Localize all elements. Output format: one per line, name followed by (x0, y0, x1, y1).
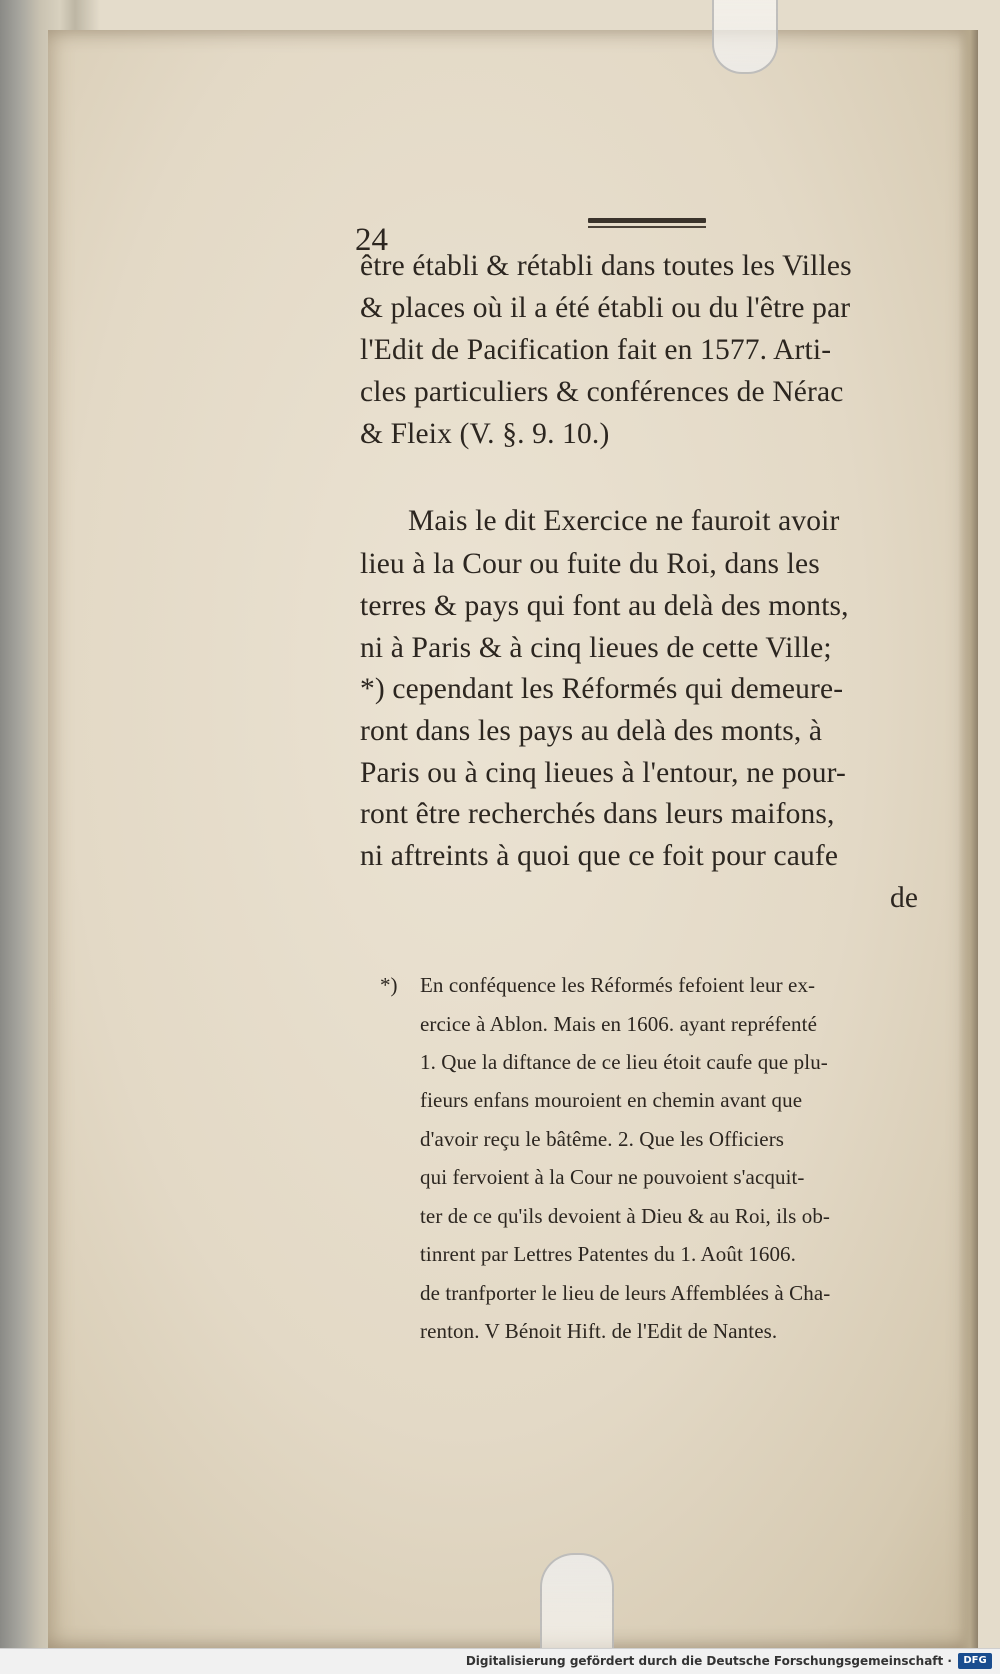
footnote-line: d'avoir reçu le bâtême. 2. Que les Officiers (420, 1127, 785, 1151)
footnote-marker: *) (380, 973, 398, 997)
digitization-footer (0, 1648, 1000, 1674)
footnote-line: qui fervoient à la Cour ne pouvoient s'acquit- (420, 1165, 805, 1189)
footnote-line: 1. Que la diftance de ce lieu étoit caufe que plu- (420, 1050, 828, 1074)
page-clip-top (712, 0, 778, 74)
footnote-line: En conféquence les Réformés fefoient leur ex- (420, 973, 816, 997)
footnote-line: de tranfporter le lieu de leurs Affemblées à Cha- (420, 1281, 831, 1305)
page-clip-bottom (540, 1553, 614, 1650)
footnote-line: ter de ce qu'ils devoient à Dieu & au Roi, ils ob- (420, 1204, 831, 1228)
body-line: Mais le dit Exercice ne fauroit avoir (408, 505, 840, 537)
body-line: lieu à la Cour ou fuite du Roi, dans les (360, 548, 820, 580)
body-line: ront dans les pays au delà des monts, à (360, 715, 823, 747)
body-line: Paris ou à cinq lieues à l'entour, ne pour- (360, 757, 846, 789)
dfg-credit-text: Digitalisierung gefördert durch die Deutsche Forschungsgemeinschaft · (465, 1654, 952, 1668)
body-line: *) cependant les Réformés qui demeure- (360, 673, 844, 705)
body-line: ni aftreints à quoi que ce foit pour caufe (360, 840, 839, 872)
body-line: l'Edit de Pacification fait en 1577. Arti- (360, 334, 832, 366)
catchword: de (890, 882, 919, 914)
footnote-line: fieurs enfans mouroient en chemin avant que (420, 1088, 803, 1112)
dfg-logo: DFG (958, 1653, 992, 1669)
body-line: être établi & rétabli dans toutes les Villes (360, 250, 852, 282)
header-ornament-rule (588, 218, 706, 223)
body-line: & Fleix (V. §. 9. 10.) (360, 418, 610, 450)
body-line: ront être recherchés dans leurs maifons, (360, 798, 835, 830)
footnote-line: tinrent par Lettres Patentes du 1. Août 1606. (420, 1242, 797, 1266)
page-number: 24 (355, 222, 388, 258)
body-line: cles particuliers & conférences de Nérac (360, 376, 844, 408)
footnote-line: renton. V Bénoit Hift. de l'Edit de Nantes. (420, 1319, 778, 1343)
body-line: & places où il a été établi ou du l'être par (360, 292, 851, 324)
body-line: terres & pays qui font au delà des monts, (360, 590, 849, 622)
footnote-line: ercice à Ablon. Mais en 1606. ayant repréfenté (420, 1012, 818, 1036)
body-line: ni à Paris & à cinq lieues de cette Ville; (360, 632, 832, 664)
page-edge (958, 30, 978, 1648)
